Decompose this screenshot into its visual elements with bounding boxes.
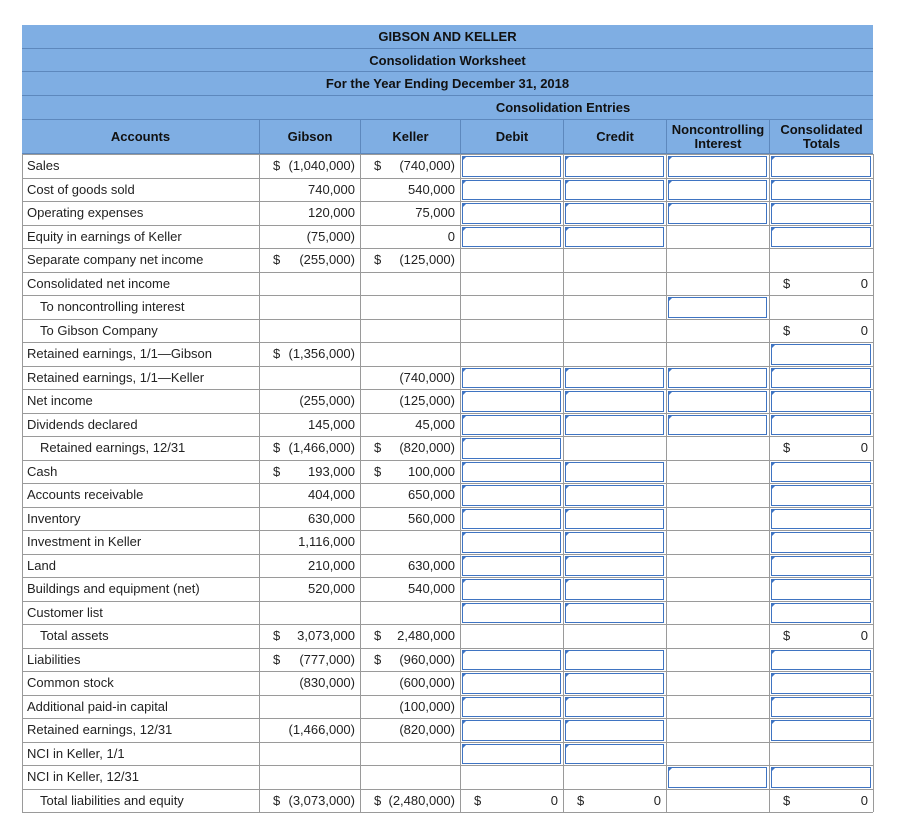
keller-amount-cell [360, 295, 460, 319]
debit-input[interactable] [462, 415, 561, 436]
keller-amount-cell [360, 718, 460, 742]
gibson-amount: 145,000 [308, 416, 355, 432]
debit-input[interactable] [462, 579, 561, 600]
gibson-amount-cell [259, 742, 360, 766]
dollar-sign: $ [783, 275, 791, 291]
gibson-amount: 404,000 [308, 487, 355, 503]
credit-input[interactable] [565, 603, 664, 624]
keller-amount: (600,000) [399, 675, 455, 691]
gibson-amount-cell [259, 225, 360, 249]
debit-input[interactable] [462, 650, 561, 671]
debit-input[interactable] [462, 462, 561, 483]
keller-amount-cell [360, 577, 460, 601]
keller-amount-cell [360, 648, 460, 672]
consolidated-input[interactable] [771, 203, 871, 224]
dollar-sign: $ [374, 158, 382, 174]
consolidation-entries-header: Consolidation Entries [460, 96, 666, 120]
gibson-amount: (830,000) [299, 675, 355, 691]
dollar-sign: $ [374, 463, 382, 479]
dollar-sign: $ [273, 463, 281, 479]
gibson-amount: (777,000) [299, 651, 355, 667]
consolidated-input[interactable] [771, 650, 871, 671]
credit-input[interactable] [565, 368, 664, 389]
gibson-amount: (3,073,000) [288, 792, 355, 808]
keller-amount: (820,000) [399, 722, 455, 738]
account-label: Operating expenses [27, 205, 144, 221]
keller-amount: 560,000 [408, 510, 455, 526]
keller-amount: (740,000) [399, 369, 455, 385]
keller-amount-cell [360, 342, 460, 366]
gibson-amount-cell [259, 178, 360, 202]
keller-amount: 75,000 [415, 205, 455, 221]
gibson-amount: 1,116,000 [298, 534, 355, 550]
debit-input[interactable] [462, 509, 561, 530]
nci-input[interactable] [668, 368, 767, 389]
keller-amount: (960,000) [399, 651, 455, 667]
credit-input[interactable] [565, 673, 664, 694]
debit-input[interactable] [462, 697, 561, 718]
consolidated-input[interactable] [771, 180, 871, 201]
keller-amount-cell [360, 507, 460, 531]
gibson-amount-cell [259, 695, 360, 719]
gibson-amount-cell [259, 648, 360, 672]
column-divider [460, 154, 461, 812]
debit-input[interactable] [462, 720, 561, 741]
debit-total-value: 0 [550, 792, 558, 808]
gibson-amount-cell [259, 718, 360, 742]
credit-input[interactable] [565, 556, 664, 577]
account-label: Separate company net income [27, 252, 204, 268]
debit-input[interactable] [462, 532, 561, 553]
nci-input[interactable] [668, 180, 767, 201]
keller-amount-cell [360, 460, 460, 484]
dollar-sign: $ [273, 158, 281, 174]
dollar-sign: $ [273, 792, 281, 808]
credit-input[interactable] [565, 720, 664, 741]
gibson-amount-cell [259, 671, 360, 695]
keller-amount-cell [360, 789, 460, 813]
consolidated-input[interactable] [771, 156, 871, 177]
worksheet-title: Consolidation Worksheet [22, 49, 873, 72]
dollar-sign: $ [783, 322, 791, 338]
column-divider [873, 154, 874, 812]
account-label: NCI in Keller, 12/31 [27, 769, 140, 785]
consolidated-input[interactable] [771, 462, 871, 483]
keller-amount-cell [360, 554, 460, 578]
dollar-sign: $ [273, 628, 281, 644]
dollar-sign: $ [783, 792, 791, 808]
credit-input[interactable] [565, 485, 664, 506]
gibson-amount-cell [259, 789, 360, 813]
credit-input[interactable] [565, 509, 664, 530]
account-label: Retained earnings, 12/31 [40, 440, 186, 456]
consolidated-input[interactable] [771, 532, 871, 553]
account-label: Customer list [27, 604, 103, 620]
gibson-amount-cell [259, 554, 360, 578]
gibson-amount-cell [259, 295, 360, 319]
consolidated-input[interactable] [771, 579, 871, 600]
column-divider [563, 154, 564, 812]
gibson-amount-cell [259, 765, 360, 789]
consolidated-input[interactable] [771, 603, 871, 624]
dollar-sign: $ [577, 792, 585, 808]
gibson-amount-cell [259, 342, 360, 366]
gibson-amount: (255,000) [299, 393, 355, 409]
period-title: For the Year Ending December 31, 2018 [22, 72, 873, 96]
nci-column-header: Noncontrolling Interest [666, 120, 769, 154]
gibson-amount-cell [259, 319, 360, 343]
credit-input[interactable] [565, 227, 664, 248]
nci-input[interactable] [668, 297, 767, 318]
gibson-amount: 210,000 [308, 557, 355, 573]
credit-input[interactable] [565, 156, 664, 177]
dollar-sign: $ [273, 252, 281, 268]
debit-input[interactable] [462, 485, 561, 506]
credit-total-value: 0 [653, 792, 661, 808]
debit-input[interactable] [462, 673, 561, 694]
credit-column-header: Credit [563, 120, 666, 154]
nci-input[interactable] [668, 156, 767, 177]
consolidated-input[interactable] [771, 391, 871, 412]
consolidated-total-cell [769, 624, 873, 648]
keller-amount: 45,000 [415, 416, 455, 432]
keller-amount-cell [360, 178, 460, 202]
keller-amount-cell [360, 413, 460, 437]
gibson-amount-cell [259, 483, 360, 507]
keller-amount-cell [360, 319, 460, 343]
consolidated-total-value: 0 [860, 440, 868, 456]
keller-amount: (125,000) [399, 252, 455, 268]
account-label: To Gibson Company [40, 322, 158, 338]
account-label: Equity in earnings of Keller [27, 228, 182, 244]
keller-amount: 2,480,000 [397, 628, 455, 644]
dollar-sign: $ [374, 651, 382, 667]
dollar-sign: $ [374, 792, 382, 808]
keller-amount: 0 [447, 228, 455, 244]
consolidated-total-cell [769, 789, 873, 813]
consolidated-input[interactable] [771, 485, 871, 506]
accounts-column-header: Accounts [22, 120, 259, 154]
nci-input[interactable] [668, 391, 767, 412]
keller-amount-cell [360, 225, 460, 249]
account-label: Net income [27, 393, 93, 409]
keller-amount-cell [360, 601, 460, 625]
consolidated-input[interactable] [771, 720, 871, 741]
consolidated-input[interactable] [771, 227, 871, 248]
account-label: Investment in Keller [27, 534, 142, 550]
row-divider [22, 812, 873, 813]
account-label: Land [27, 557, 56, 573]
debit-input[interactable] [462, 368, 561, 389]
nci-input[interactable] [668, 203, 767, 224]
account-label: NCI in Keller, 1/1 [27, 745, 125, 761]
account-label: Cash [27, 463, 58, 479]
consolidated-total-value: 0 [860, 275, 868, 291]
consolidated-input[interactable] [771, 344, 871, 365]
consolidated-total-cell [769, 272, 873, 296]
credit-input[interactable] [565, 650, 664, 671]
debit-input[interactable] [462, 203, 561, 224]
gibson-amount: (75,000) [306, 228, 355, 244]
keller-amount-cell [360, 201, 460, 225]
account-label: Buildings and equipment (net) [27, 581, 200, 597]
debit-input[interactable] [462, 438, 561, 459]
debit-input[interactable] [462, 156, 561, 177]
gibson-amount-cell [259, 507, 360, 531]
consolidated-input[interactable] [771, 767, 871, 788]
keller-amount-cell [360, 248, 460, 272]
keller-amount-cell [360, 154, 460, 178]
gibson-amount-cell [259, 272, 360, 296]
gibson-amount-cell [259, 413, 360, 437]
column-divider [769, 154, 770, 812]
keller-amount-cell [360, 436, 460, 460]
credit-input[interactable] [565, 415, 664, 436]
company-title: GIBSON AND KELLER [22, 25, 873, 49]
account-label: Retained earnings, 1/1—Gibson [27, 346, 213, 362]
account-label: Liabilities [27, 651, 81, 667]
gibson-amount: 630,000 [308, 510, 355, 526]
account-label: Accounts receivable [27, 487, 144, 503]
account-label: To noncontrolling interest [40, 299, 185, 315]
keller-amount: (100,000) [399, 698, 455, 714]
debit-input[interactable] [462, 744, 561, 765]
keller-amount: 650,000 [408, 487, 455, 503]
credit-input[interactable] [565, 744, 664, 765]
account-label: Dividends declared [27, 416, 138, 432]
keller-amount-cell [360, 389, 460, 413]
gibson-amount: 520,000 [308, 581, 355, 597]
gibson-amount-cell [259, 624, 360, 648]
keller-amount: (125,000) [399, 393, 455, 409]
credit-input[interactable] [565, 532, 664, 553]
gibson-amount-cell [259, 154, 360, 178]
account-label: Total liabilities and equity [40, 792, 184, 808]
keller-amount: (820,000) [399, 440, 455, 456]
keller-amount-cell [360, 366, 460, 390]
keller-amount-cell [360, 530, 460, 554]
gibson-amount: 193,000 [308, 463, 355, 479]
consolidated-input[interactable] [771, 697, 871, 718]
gibson-amount-cell [259, 389, 360, 413]
keller-column-header: Keller [360, 120, 460, 154]
dollar-sign: $ [374, 628, 382, 644]
gibson-amount: 740,000 [308, 181, 355, 197]
nci-input[interactable] [668, 767, 767, 788]
credit-total-cell [563, 789, 666, 813]
gibson-amount-cell [259, 460, 360, 484]
gibson-amount: 3,073,000 [297, 628, 355, 644]
credit-input[interactable] [565, 180, 664, 201]
credit-input[interactable] [565, 579, 664, 600]
account-label: Consolidated net income [27, 275, 171, 291]
dollar-sign: $ [273, 651, 281, 667]
keller-amount: 630,000 [408, 557, 455, 573]
account-label: Inventory [27, 510, 81, 526]
keller-amount-cell [360, 624, 460, 648]
gibson-amount-cell [259, 530, 360, 554]
consolidated-input[interactable] [771, 673, 871, 694]
gibson-column-header: Gibson [259, 120, 360, 154]
debit-input[interactable] [462, 603, 561, 624]
consolidation-worksheet [22, 25, 873, 808]
consolidated-input[interactable] [771, 509, 871, 530]
debit-input[interactable] [462, 556, 561, 577]
consolidated-total-value: 0 [860, 322, 868, 338]
keller-amount-cell [360, 695, 460, 719]
dollar-sign: $ [374, 440, 382, 456]
gibson-amount: 120,000 [308, 205, 355, 221]
nci-input[interactable] [668, 415, 767, 436]
keller-amount-cell [360, 671, 460, 695]
credit-input[interactable] [565, 203, 664, 224]
account-label: Sales [27, 158, 60, 174]
debit-input[interactable] [462, 227, 561, 248]
credit-input[interactable] [565, 462, 664, 483]
column-divider [22, 154, 23, 812]
debit-input[interactable] [462, 180, 561, 201]
dollar-sign: $ [783, 440, 791, 456]
keller-amount: (2,480,000) [388, 792, 455, 808]
account-label: Total assets [40, 628, 109, 644]
credit-input[interactable] [565, 391, 664, 412]
dollar-sign: $ [273, 440, 281, 456]
dollar-sign: $ [374, 252, 382, 268]
keller-amount: 540,000 [408, 581, 455, 597]
gibson-amount: (1,466,000) [288, 722, 355, 738]
account-label: Retained earnings, 12/31 [27, 722, 173, 738]
gibson-amount: (255,000) [299, 252, 355, 268]
account-label: Common stock [27, 675, 114, 691]
credit-input[interactable] [565, 697, 664, 718]
column-divider [666, 154, 667, 812]
gibson-amount-cell [259, 248, 360, 272]
account-label: Retained earnings, 1/1—Keller [27, 369, 205, 385]
consolidated-total-value: 0 [860, 628, 868, 644]
keller-amount-cell [360, 765, 460, 789]
debit-total-cell [460, 789, 563, 813]
consolidated-input[interactable] [771, 368, 871, 389]
account-label: Additional paid-in capital [27, 698, 168, 714]
keller-amount: (740,000) [399, 158, 455, 174]
consolidated-total-value: 0 [860, 792, 868, 808]
header-row-blank [22, 96, 873, 120]
consolidated-total-cell [769, 319, 873, 343]
keller-amount-cell [360, 483, 460, 507]
keller-amount-cell [360, 272, 460, 296]
gibson-amount-cell [259, 366, 360, 390]
gibson-amount-cell [259, 577, 360, 601]
gibson-amount: (1,040,000) [288, 158, 355, 174]
debit-input[interactable] [462, 391, 561, 412]
gibson-amount-cell [259, 436, 360, 460]
dollar-sign: $ [273, 346, 281, 362]
gibson-amount-cell [259, 601, 360, 625]
consolidated-input[interactable] [771, 415, 871, 436]
account-label: Cost of goods sold [27, 181, 135, 197]
gibson-amount: (1,466,000) [288, 440, 355, 456]
dollar-sign: $ [783, 628, 791, 644]
gibson-amount: (1,356,000) [288, 346, 355, 362]
dollar-sign: $ [474, 792, 482, 808]
consolidated-totals-column-header: Consolidated Totals [769, 120, 873, 154]
gibson-amount-cell [259, 201, 360, 225]
keller-amount: 540,000 [408, 181, 455, 197]
keller-amount: 100,000 [408, 463, 455, 479]
consolidated-input[interactable] [771, 556, 871, 577]
consolidated-total-cell [769, 436, 873, 460]
debit-column-header: Debit [460, 120, 563, 154]
keller-amount-cell [360, 742, 460, 766]
